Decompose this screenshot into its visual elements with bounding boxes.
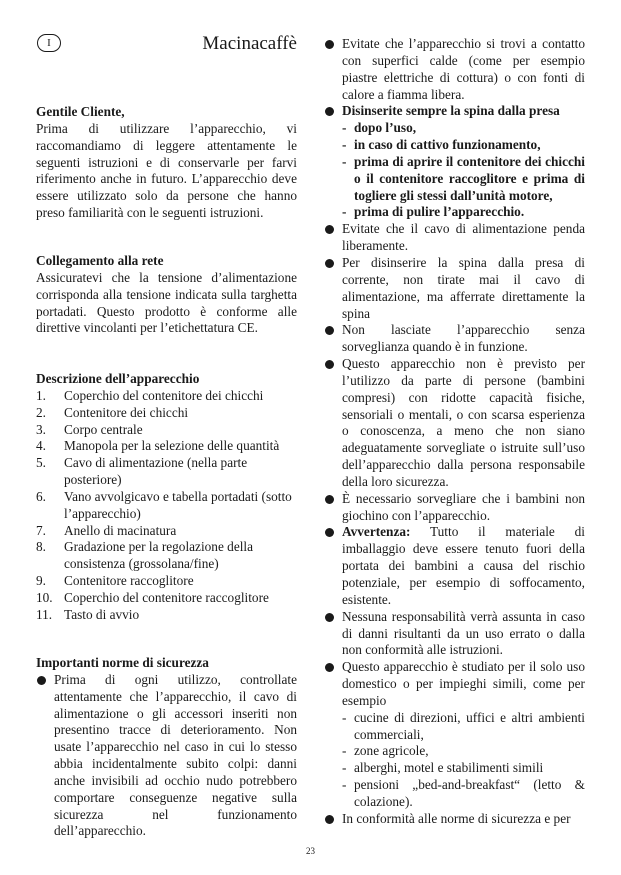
list-item: 9. Contenitore raccoglitore [36, 573, 194, 589]
bullet-icon [324, 524, 342, 608]
bullet-icon [324, 255, 342, 322]
list-item: Per disinserire la spina dalla presa di corrente, non tirate mai il cavo di alimentazione, ma afferrate direttamente la spina [324, 255, 585, 322]
list-item: 4. Manopola per la selezione delle quantità [36, 438, 280, 454]
list-item: 7. Anello di macinatura [36, 522, 177, 538]
bullet-icon [324, 491, 342, 525]
list-item: Disinserite sempre la spina dalla presa - dopo l’uso, - in caso di cattivo funzionamento, - prima di aprire il contenitore dei chicchi o il contenitore raccoglitore e prima di togliere gli stessi dall’unità motore, - prima di pulire l’apparecchio. [324, 103, 585, 221]
list-item: 11. Tasto di avvio [36, 606, 140, 622]
intro-heading: Gentile Cliente, [36, 104, 125, 119]
list-item: 1. Coperchio del contenitore dei chicchi [36, 387, 264, 403]
bullet-icon [324, 659, 342, 811]
list-item: 2. Contenitore dei chicchi [36, 404, 189, 420]
intro-text: Prima di utilizzare l’apparecchio, vi raccomandiamo di leggere attentamente le seguenti istruzioni e di conservarle per farvi riferimento anche in futuro. L’apparecchio deve essere utilizzato solo da persone che hanno preso familiarità con le seguenti istruzioni. [36, 120, 297, 221]
safety-heading: Importanti norme di sicurezza [36, 655, 209, 670]
list-item: Non lasciate l’apparecchio senza sorveglianza quando è in funzione. [324, 322, 585, 356]
connection-text: Assicuratevi che la tensione d’alimentazione corrisponda alla tensione indicata sulla targhetta portadati. Questo prodotto è conforme alle direttive vincolanti per l’etichettatura CE. [36, 269, 297, 336]
bullet-icon [324, 221, 342, 255]
bullet-icon [36, 672, 54, 840]
page-number: 23 [306, 846, 315, 856]
bullet-icon [324, 103, 342, 221]
connection-heading: Collegamento alla rete [36, 253, 164, 268]
list-item: In conformità alle norme di sicurezza e per [324, 811, 585, 828]
list-item: Questo apparecchio non è previsto per l’utilizzo da parte di persone (bambini compresi) con ridotte capacità fisiche, sensoriali o mentali, o con scarsa esperienza o conoscenza, a meno che non siano adeguatamente sorvegliate o istruite sull’uso dell’apparecchio dalla persona responsabile della loro sicurezza. [324, 356, 585, 491]
list-item: Evitate che l’apparecchio si trovi a contatto con superfici calde (come per esempio piastre elettriche di cottura) o con fonti di calore a fiamma libera. [324, 36, 585, 103]
bullet-icon [324, 36, 342, 103]
list-item: Prima di ogni utilizzo, controllate attentamente che l’apparecchio, il cavo di alimentazione o gli accessori inseriti non presentino tracce di deterioramento. Non usate l’apparecchio nel caso in cui lo stesso abbia incidentalmente subito colpi: danni anche invisibili ad occhio nudo potrebbero comportare conseguenze negative sulla sicurezza nel funzionamento dell’apparecchio. [36, 672, 297, 840]
list-item: Avvertenza: Tutto il materiale di imballaggio deve essere tenuto fuori della portata dei bambini a causa del rischio potenziale, per esempio di soffocamento, esistente. [324, 524, 585, 608]
description-section [36, 371, 297, 624]
bullet-icon [324, 322, 342, 356]
list-item: Questo apparecchio è studiato per il solo uso domestico o per impieghi simili, come per esempio - cucine di direzioni, uffici e altri ambienti commerciali, - zone agricole, - alberghi, motel e stabilimenti simili - pensioni „bed-and-breakfast“ (letto & colazione). [324, 659, 585, 811]
list-item: Nessuna responsabilità verrà assunta in caso di danni risultanti da un uso errato o dalla non conformità alle istruzioni. [324, 609, 585, 660]
list-item: 3. Corpo centrale [36, 421, 143, 437]
list-item: 5. Cavo di alimentazione (nella parte posteriore) [36, 455, 248, 488]
bullet-icon [324, 609, 342, 660]
list-item: È necessario sorvegliare che i bambini non giochino con l’apparecchio. [324, 491, 585, 525]
list-item: 6. Vano avvolgicavo e tabella portadati (sotto l’apparecchio) [36, 488, 292, 521]
description-heading: Descrizione dell’apparecchio [36, 371, 200, 386]
list-item: Evitate che il cavo di alimentazione penda liberamente. [324, 221, 585, 255]
language-badge: I [37, 34, 61, 52]
list-item: 8. Gradazione per la regolazione della consistenza (grossolana/fine) [36, 539, 254, 572]
page-title: Macinacaffè [202, 33, 297, 54]
warning-label: Avvertenza: [342, 524, 411, 540]
list-item: 10. Coperchio del contenitore raccoglitore [36, 589, 269, 605]
bullet-icon [324, 811, 342, 828]
safety-section [36, 655, 297, 840]
bullet-icon [324, 356, 342, 491]
